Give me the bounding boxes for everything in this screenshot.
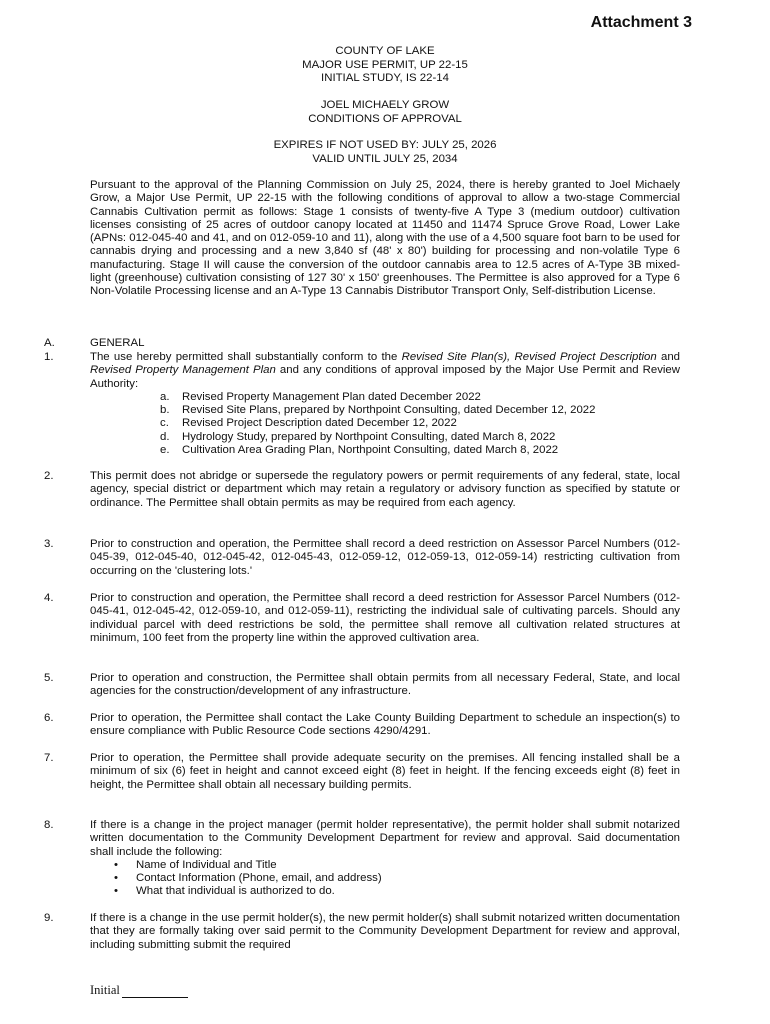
condition-7-text: Prior to operation, the Permittee shall provide adequate security on the premises. All fencing installed shall be a minimum of six (6) feet in height and cannot exceed eight (8) feet in height. If the fencing exceeds eight (8) feet in height, the Permittee shall obtain all necessary building permits. <box>90 752 680 791</box>
list-item <box>90 859 680 872</box>
item-letter: c. <box>160 417 169 430</box>
study-number: INITIAL STUDY, IS 22-14 <box>321 72 449 84</box>
list-item <box>90 417 680 430</box>
condition-9-text: If there is a change in the use permit holder(s), the new permit holder(s) shall submit notarized written documentation that they are formally taking over said permit to the Community Development Department for review and approval, including submitting submit the required <box>90 912 680 951</box>
condition-2-number: 2. <box>44 470 54 482</box>
permit-number: MAJOR USE PERMIT, UP 22-15 <box>302 58 468 71</box>
valid-date: VALID UNTIL JULY 25, 2034 <box>312 152 458 165</box>
condition-5-text: Prior to operation and construction, the Permittee shall obtain permits from all necessary Federal, State, and local agencies for the construction/development of any infrastructure. <box>90 672 680 698</box>
initial-field <box>90 983 188 998</box>
bullet-icon: • <box>114 858 118 871</box>
condition-1-italic-docs: Revised Site Plan(s), Revised Project Description <box>401 351 657 363</box>
condition-1-part: The use hereby permitted shall substantially conform to the <box>90 351 402 363</box>
attachment-label: Attachment 3 <box>590 14 692 31</box>
list-item <box>90 872 680 885</box>
list-item <box>90 404 680 417</box>
bullet-icon: • <box>114 885 118 898</box>
initial-label: Initial <box>90 983 120 997</box>
section-letter: A. <box>44 337 55 349</box>
list-item <box>90 444 680 457</box>
condition-6-number: 6. <box>44 712 54 724</box>
item-text: Revised Site Plans, prepared by Northpoint Consulting, dated December 12, 2022 <box>182 404 596 417</box>
grow-name: JOEL MICHAELY GROW <box>320 99 450 111</box>
section-title: GENERAL <box>90 337 145 349</box>
condition-7-number: 7. <box>44 752 54 764</box>
initial-signature-line[interactable] <box>122 986 188 998</box>
item-text: Cultivation Area Grading Plan, Northpoint Consulting, dated March 8, 2022 <box>182 444 559 457</box>
conditions-title: CONDITIONS OF APPROVAL <box>308 112 462 125</box>
list-item <box>90 885 680 898</box>
expires-date: EXPIRES IF NOT USED BY: JULY 25, 2026 <box>273 139 497 151</box>
item-letter: e. <box>160 444 170 457</box>
condition-1-number: 1. <box>44 351 54 363</box>
list-item <box>90 391 680 404</box>
condition-1-part: and any conditions of approval imposed by the Major Use Permit and Review Authority: <box>90 364 680 390</box>
bullet-text: What that individual is authorized to do. <box>136 885 335 898</box>
condition-8-number: 8. <box>44 819 54 831</box>
condition-9-number: 9. <box>44 912 54 924</box>
document-subheader <box>0 99 770 126</box>
item-text: Hydrology Study, prepared by Northpoint Consulting, dated March 8, 2022 <box>182 430 556 443</box>
condition-3-text: Prior to construction and operation, the Permittee shall record a deed restriction on Assessor Parcel Numbers (012-045-39, 012-045-40, 012-045-42, 012-045-43, 012-059-12, 012-059-13, 012-059-14) restricting cultivation from occurring on the 'clustering lots.' <box>90 538 680 577</box>
item-letter: b. <box>160 404 170 417</box>
bullet-icon: • <box>114 872 118 885</box>
condition-1-document-list <box>90 391 680 457</box>
condition-8-bullet-list <box>90 859 680 899</box>
condition-3-number: 3. <box>44 538 54 550</box>
item-text: Revised Property Management Plan dated December 2022 <box>182 390 481 403</box>
item-letter: a. <box>160 390 170 403</box>
condition-4-number: 4. <box>44 592 54 604</box>
condition-1-part: and <box>656 351 681 363</box>
county-name: COUNTY OF LAKE <box>335 45 435 57</box>
item-text: Revised Project Description dated December 12, 2022 <box>182 417 457 430</box>
condition-2-text: This permit does not abridge or supersede the regulatory powers or permit requirements of any federal, state, local agency, special district or department which may retain a regulatory or advisory function as specified by statute or ordinance. The Permittee shall obtain permits as may be required from each agency. <box>90 470 680 509</box>
bullet-text: Name of Individual and Title <box>136 858 277 871</box>
intro-paragraph: Pursuant to the approval of the Planning Commission on July 25, 2024, there is hereby granted to Joel Michaely Grow, a Major Use Permit, UP 22-15 with the following conditions of approval to allow a two-stage Commercial Cannabis Cultivation permit as follows: Stage 1 consists of twenty-five A Type 3 (medium outdoor) cultivation licenses consisting of 25 acres of outdoor canopy located at 11450 and 11474 Spruce Grove Road, Lower Lake (APNs: 012-045-40 and 41, and on 012-059-10 and 11), along with the use of a 4,500 square foot barn to be used for cannabis drying and processing and a new 3,840 sf (48' x 80') building for processing and non-volatile Type 6 manufacturing. Stage II will cause the conversion of the outdoor cannabis area to 12.5 acres of A-Type 3B mixed-light (greenhouse) cultivation consisting of 127 30' x 150' greenhouses. The Permittee is also approved for a Type 6 Non-Volatile Processing license and an A-Type 13 Cannabis Distributor Transport Only, Self-distribution License. <box>90 179 680 298</box>
document-header <box>0 45 770 86</box>
item-letter: d. <box>160 430 170 443</box>
condition-1-text <box>90 351 680 457</box>
list-item <box>90 431 680 444</box>
condition-4-text: Prior to construction and operation, the Permittee shall record a deed restriction for Assessor Parcel Numbers (012-045-41, 012-045-42, 012-059-10, and 012-059-11), restricting the individual sale of cultivating parcels. Should any individual parcel with deed restrictions be sold, the permittee shall remove all cultivation related structures at minimum, 100 feet from the property line within the approved cultivation area. <box>90 592 680 644</box>
condition-5-number: 5. <box>44 672 54 684</box>
condition-8-body: If there is a change in the project manager (permit holder representative), the permit holder shall submit notarized written documentation to the Community Development Department for review and approval. Said documentation shall include the following: <box>90 819 680 858</box>
bullet-text: Contact Information (Phone, email, and address) <box>136 872 382 885</box>
expiry-block <box>0 139 770 166</box>
condition-6-text: Prior to operation, the Permittee shall contact the Lake County Building Department to schedule an inspection(s) to ensure compliance with Public Resource Code sections 4290/4291. <box>90 712 680 738</box>
condition-1-italic-plan: Revised Property Management Plan <box>90 364 276 377</box>
condition-8-text <box>90 819 680 899</box>
